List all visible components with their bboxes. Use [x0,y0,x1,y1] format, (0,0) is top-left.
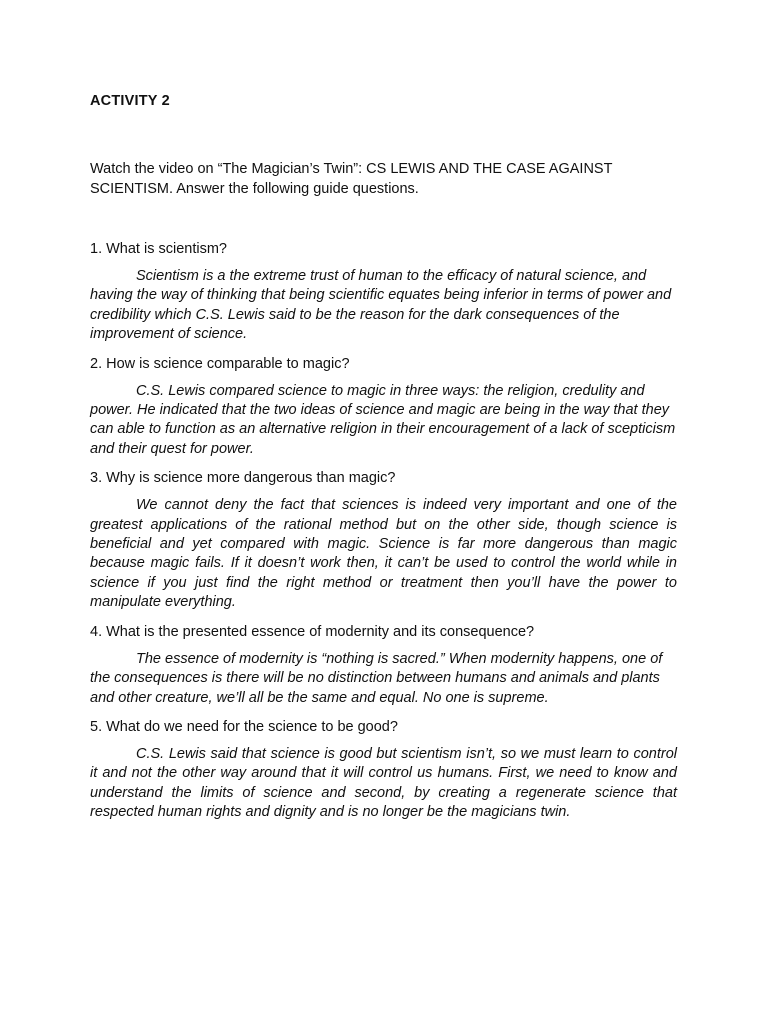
qa-item [90,239,677,345]
question-answer-list [90,239,677,823]
question-text: 2. How is science comparable to magic? [90,355,350,372]
question-text: 4. What is the presented essence of modernity and its consequence? [90,623,535,640]
answer-text: C.S. Lewis said that science is good but scientism isn’t, so we must learn to control it and not the other way around that it will control us humans. First, we need to know and understand the limits of science and second, by creating a regenerate science that respected human rights and dignity and is no longer be the magicians twin. [90,745,677,821]
question-text: 1. What is scientism? [90,241,227,257]
instructions-paragraph: Watch the video on “The Magician’s Twin”: CS LEWIS AND THE CASE AGAINST SCIENTISM. Answer the following guide questions. [90,161,613,197]
qa-item [90,354,677,460]
document-title: ACTIVITY 2 [90,93,170,109]
qa-item [90,468,677,612]
answer-text: We cannot deny the fact that sciences is indeed very important and one of the greatest applications of the rational method but on the other side, though science is beneficial and yet compared with magic. Science is far more dangerous than magic because magic fails. If it doesn’t work then, it can’t be used to control the world while in science if you just find the right method or treatment then you’ll have the power to manipulate everything. [90,497,677,611]
question-text: 5. What do we need for the science to be good? [90,718,398,735]
qa-item [90,717,677,823]
question-text: 3. Why is science more dangerous than magic? [90,470,396,487]
answer-text: Scientism is a the extreme trust of human to the efficacy of natural science, and having the way of thinking that being scientific equates being inferior in terms of power and credibility which C.S. Lewis said to be the reason for the dark consequences of the improvement of science. [90,268,672,343]
qa-item [90,622,677,708]
answer-text: C.S. Lewis compared science to magic in three ways: the religion, credulity and power. He indicated that the two ideas of science and magic are being in the way that they can able to function as an alternative religion in their encouragement of a lack of scepticism and their quest for power. [90,382,676,457]
answer-text: The essence of modernity is “nothing is sacred.” When modernity happens, one of the consequences is there will be no distinction between humans and animals and plants and other creature, we’ll all be the same and equal. No one is supreme. [90,650,663,706]
